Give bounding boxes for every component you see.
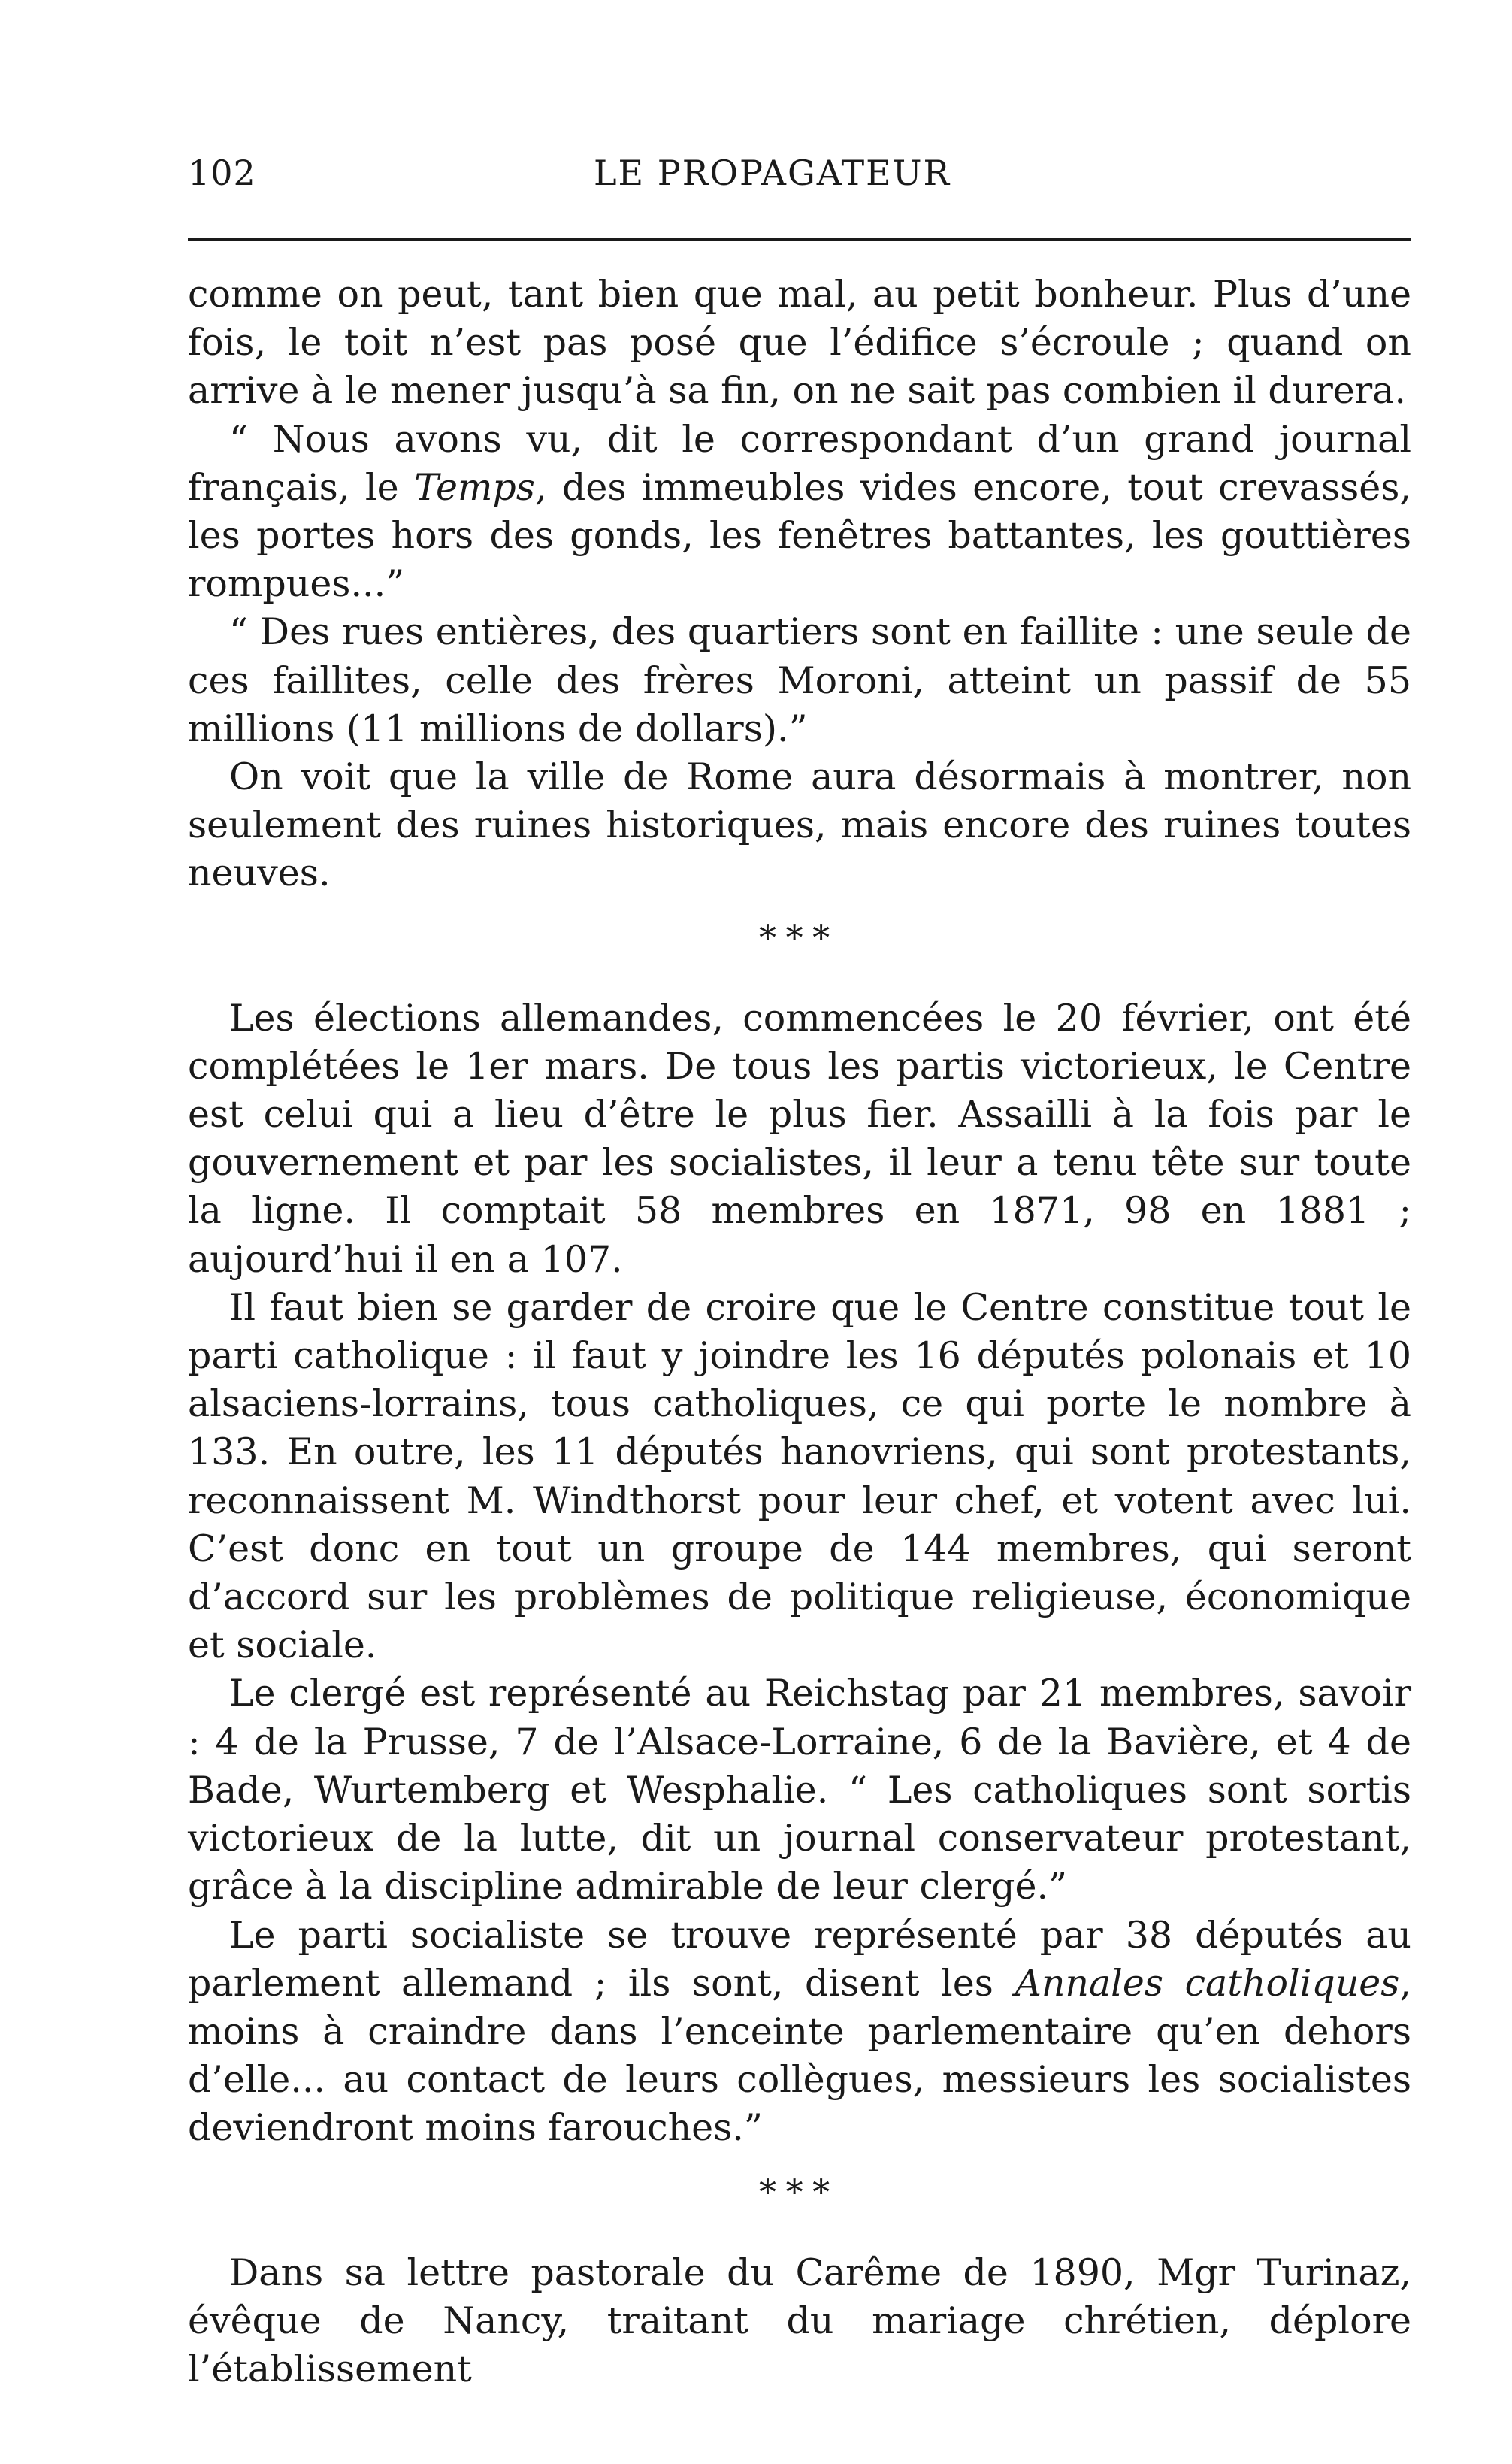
paragraph: Dans sa lettre pastorale du Carême de 1890, Mgr Turinaz, évêque de Nancy, traitant du mariage chrétien, déplore l’établissement	[188, 2251, 1411, 2390]
body-text	[188, 271, 1411, 2393]
section-separator	[188, 898, 1411, 994]
paragraph: Il faut bien se garder de croire que le Centre constitue tout le parti catholique : il faut y joindre les 16 députés polonais et 10 alsaciens-lorrains, tous catholiques, ce qui porte le nombre à 133. En outre, les 11 députés hanovriens, qui sont protestants, reconnaissent M. Windthorst pour leur chef, et votent avec lui. C’est donc en tout un groupe de 144 membres, qui seront d’accord sur les problèmes de politique religieuse, économique et sociale.	[188, 1285, 1411, 1667]
section-separator	[188, 2153, 1411, 2249]
paragraph: Le clergé est représenté au Reichstag par 21 membres, savoir : 4 de la Prusse, 7 de l’Alsace-Lorraine, 6 de la Bavière, et 4 de Bade, Wurtemberg et Wesphalie. “ Les catholiques sont sortis victorieux de la lutte, dit un journal conservateur protestant, grâce à la discipline admirable de leur clergé.”	[188, 1672, 1411, 1909]
book-page	[188, 0, 1411, 2464]
paragraph: On voit que la ville de Rome aura désormais à montrer, non seulement des ruines historiques, mais encore des ruines toutes neuves.	[188, 755, 1411, 895]
italic-title: Annales catholiques	[1015, 1961, 1400, 2005]
italic-title: Temps	[414, 465, 535, 509]
asterism: * * *	[759, 916, 833, 958]
running-title: LE PROPAGATEUR	[594, 153, 951, 193]
header-rule	[188, 238, 1411, 241]
paragraph: comme on peut, tant bien que mal, au petit bonheur. Plus d’une fois, le toit n’est pas posé que l’édifice s’écroule ; quand on arrive à le mener jusqu’à sa fin, on ne sait pas combien il durera.	[188, 273, 1411, 413]
asterism: * * *	[759, 2171, 833, 2212]
paragraph: “ Des rues entières, des quartiers sont en faillite : une seule de ces faillites, celle des frères Moroni, atteint un passif de 55 millions (11 millions de dollars).”	[188, 610, 1411, 750]
page-number: 102	[188, 153, 256, 193]
paragraph: “ Nous avons vu, dit le correspondant d’un grand journal français, le Temps, des immeubles vides encore, tout crevassés, les portes hors des gonds, les fenêtres battantes, les gouttières rompues...”	[188, 417, 1412, 606]
paragraph: Les élections allemandes, commencées le 20 février, ont été complétées le 1er mars. De tous les partis victorieux, le Centre est celui qui a lieu d’être le plus fier. Assailli à la fois par le gouvernement et par les socialistes, il leur a tenu tête sur toute la ligne. Il comptait 58 membres en 1871, 98 en 1881 ; aujourd’hui il en a 107.	[188, 996, 1411, 1281]
paragraph: Le parti socialiste se trouve représenté par 38 députés au parlement allemand ; ils sont, disent les Annales catholiques, moins à craindre dans l’enceinte parlementaire qu’en dehors d’elle... au contact de leurs collègues, messieurs les socialistes deviendront moins farouches.”	[188, 1913, 1411, 2150]
page-header	[188, 147, 1411, 199]
